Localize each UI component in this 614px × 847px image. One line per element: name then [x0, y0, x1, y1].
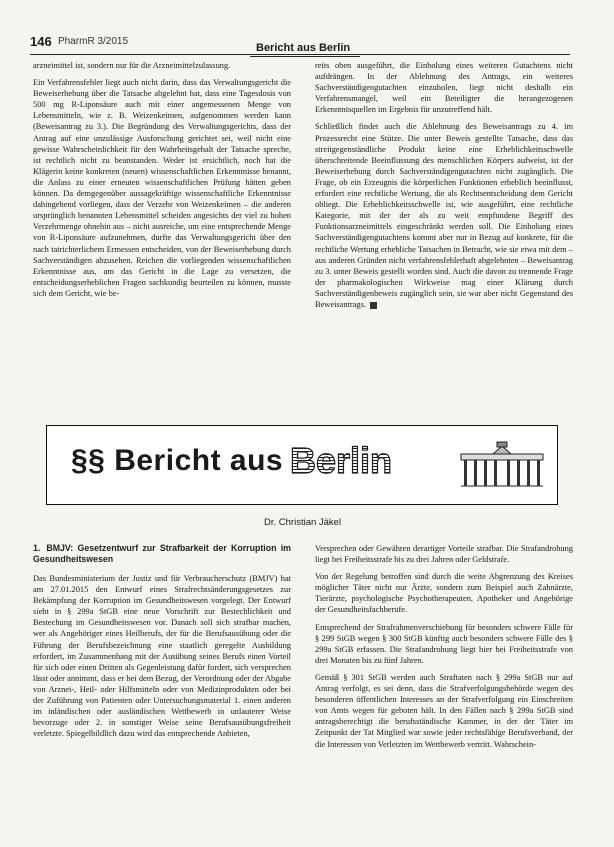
page-number: 146 — [30, 34, 52, 49]
paragraph — [315, 121, 573, 310]
article-title: BMJV: Gesetzentwurf zur Strafbarkeit der Korruption im Gesundheitswesen — [33, 543, 291, 564]
paragraph-text: Schließlich findet auch die Ablehnung des Beweisantrags zu 4. im Prozessrecht eine Stütze. Die unter Beweis gestellte Tatsache, dass das streitgegenständliche Produkt keine eine Erheblichkeitsschwelle überschreitende Beeinflussung des menschlichen Körpers aufweist, ist der Beweiserhebung durch Sachverständigengutachten nicht zugänglich. Die Frage, ob ein Erzeugnis die körperlichen Funktionen erheblich beeinflusst, erfordert eine rechtliche Wertung, die als Rechtsentscheidung dem Gericht obliegt. Die Erheblichkeitsschwelle ist, wie ausgeführt, eine rechtliche Kategorie, mit der der als zu weit empfundene Begriff des Funktionsarzneimittels eingeschränkt werden soll. Die Einholung eines Sachverständigengutachtens kommt aber nur in Bezug auf konkrete, für die rechtliche Wertung erhebliche Tatsachen in Betracht, wie sie etwa mit dem – aus anderen Gründen nicht verfahrensfehlerhaft abgelehnten – Beweisantrag zu 3. unter Beweis gestellt worden sind. Auch die davon zu trennende Frage der pharmakologischen Wirkweise mag einer Klärung durch Sachverständigenbeweis zugänglich sein, sie war aber nicht Gegenstand des Beweisantrags. — [315, 122, 573, 309]
header-rule — [30, 54, 570, 55]
paragraph: reits oben ausgeführt, die Einholung eines weiteren Gutachtens nicht aufdrängen. In der Ablehnung des Antrags, ein weiteres Sachverständigengutachten einzuholen, liegt nicht deshalb ein Verfahrensmangel, weil ein Beteiligter die herangezogenen Erkenntnisquellen im Ergebnis für unzutreffend hält. — [315, 61, 573, 115]
paragraph: Von der Regelung betroffen sind durch die weite Abgrenzung des Kreises möglicher Täter nicht nur Ärzte, sondern zum Beispiel auch Zahnärzte, Tierärzte, psychologische Psychotherapeuten, Apotheker und Angehörige der Gesundheitsfachberufe. — [315, 572, 573, 615]
journal-reference: PharmR 3/2015 — [58, 36, 129, 47]
article-heading — [33, 543, 291, 565]
top-left-column — [33, 60, 291, 426]
bottom-right-column — [315, 543, 573, 843]
paragraph: arzneimittel ist, sondern nur für die Arzneimittelzulassung. — [33, 61, 231, 70]
paragraph: Gemäß § 301 StGB werden auch Straftaten nach § 299a StGB nur auf Antrag verfolgt, es sei denn, dass die Strafverfolgungsbehörde wegen des besonderen öffentlichen Interesses an der Strafverfolgung ein Einschreiten von Amts wegen für geboten hält. In den Fällen nach § 299a StGB sind antragsberechtigt die berufsständische Kammer, in der der Täter im Zeitpunkt der Tat Mitglied war sowie jeder rechtsfähige Berufsverband, der die Interessen von Verletzten im Wettbewerb vertritt. Wahrschein- — [315, 672, 573, 749]
section-banner — [46, 425, 558, 505]
paragraph: Das Bundesministerium der Justiz und für Verbraucherschutz (BMJV) hat am 27.01.2015 den Entwurf eines Strafrechtsänderungsgesetzes zur Bekämpfung der Korruption im Gesundheitswesen vorgelegt. Der Entwurf sieht in § 299a StGB eine neue Vorschrift zur Bestechlichkeit und Bestechung im Gesundheitswesen vor. Danach soll sich strafbar machen, wer als Angehöriger eines Heilberufs, der für die Berufsausübung oder die Führung der Berufsbezeichnung eine staatlich geregelte Ausbildung erfordert, im Zusammenhang mit der Ausübung seines Berufs einen Vorteil für sich oder einen Dritten als Gegenleistung dafür fordert, sich versprechen lässt oder annimmt, dass er bei dem Bezug, der Verordnung oder der Abgabe von Arznei-, Heil- oder Hilfsmitteln oder von Medizinprodukten oder bei der Zuführung von Patienten oder Untersuchungsmaterial 1. einen anderen im inländischen oder ausländischen Wettbewerb in unlauterer Weise bevorzuge oder 2. in sonstiger Weise seine Berufsausübungsfreiheit verletzte. Spiegelbildlich dazu wird das entsprechende Anbieten, — [33, 574, 291, 739]
brandenburg-gate-icon — [459, 440, 545, 490]
article-number: 1. — [33, 543, 41, 553]
paragraph: Ein Verfahrensfehler liegt auch nicht darin, dass das Verwaltungsgericht die Beweiserhebung über die Tatsache abgelehnt hat, dass eine Tagesdosis von 500 mg R-Liponsäure auch mit einer angemessenen Menge von Lebensmitteln, wie z. B. Weizenkeimen, aufgenommen werden kann (Beweisantrag zu 3.). Die Begründung des Verwaltungsgerichts, dass der Antrag auf eine unzulässige Ausforschung gerichtet sei, weil nicht eine gewisse Wahrscheinlichkeit für den Wahrheitsgehalt der Tatsache spreche, ist rechtlich nicht zu beanstanden. Weder ist ersichtlich, noch hat die Klägerin keine konkreten (neuen) wissenschaftlichen Erkenntnisse benannt, die Anlass zu einer erneuten wissenschaftlichen Prüfung hätten geben können. Da demgegenüber aussagekräftige wissenschaftliche Erkenntnisse dahingehend vorliegen, dass der Verzehr von Weizenkeimen – die anderen ursprünglich benannten Lebensmittel scheiden angesichts der viel zu hohen Verzehrmenge ohnehin aus – nicht ausreiche, um eine entsprechende Menge von R-Liponsäure aufzunehmen, durfte das Verwaltungsgericht über den nach tatrichterlichem Ermessen entscheiden, von der Beweiserhebung durch Sachverständigen abzusehen. Reichen die vorliegenden wissenschaftlichen Erkenntnisse aus, um das Gericht in die Lage zu versetzen, die entscheidungserheblichen Fragen sachkundig beurteilen zu können, musste sich dem Gericht, wie be- — [33, 78, 291, 298]
author-name: Dr. Christian Jäkel — [264, 517, 342, 528]
paragraph: Entsprechend der Strafrahmenverschiebung für besonders schwere Fälle für § 299 StGB wegen § 300 StGB künftig auch besonders schwere Fälle des § 299a StGB erfassen. Die Strafandrohung liegt hier bei Freiheitsstrafe von drei Monaten bis zu fünf Jahren. — [315, 622, 573, 665]
top-right-column — [315, 60, 573, 426]
banner-city: Berlin — [290, 440, 393, 481]
banner-title: §§ Bericht aus — [71, 444, 284, 477]
section-title: Bericht aus Berlin — [256, 42, 351, 54]
end-of-article-icon — [370, 302, 377, 309]
bottom-left-column — [33, 543, 291, 843]
section-underline — [250, 56, 360, 57]
paragraph: Versprechen oder Gewähren derartiger Vorteile strafbar. Die Strafandrohung liegt bei Freiheitsstrafe bis zu drei Jahren oder Geldstrafe. — [315, 544, 573, 565]
